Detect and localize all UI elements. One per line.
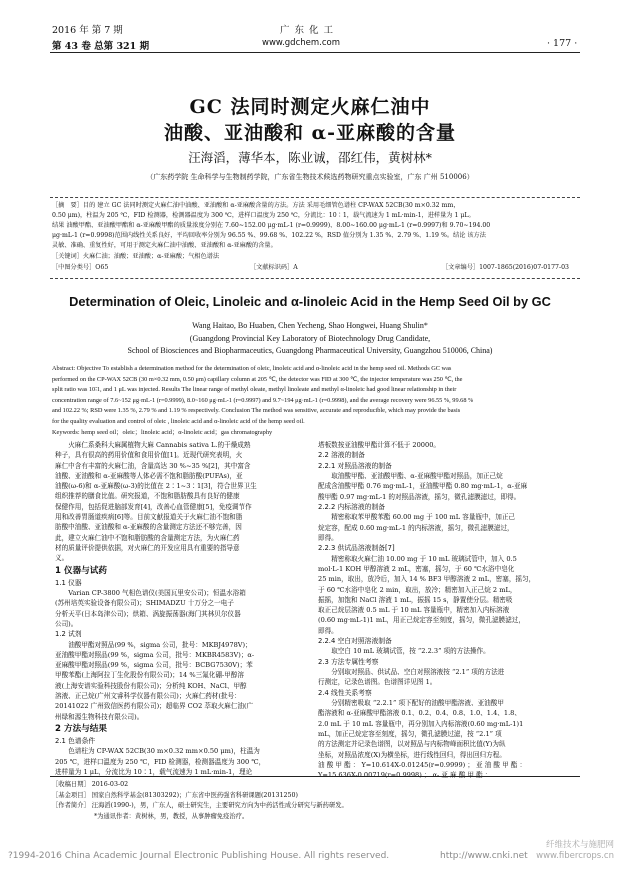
linearity-line: 坐标，对照品浓度(X)为横坐标，进行线性回归，得出回归方程。: [318, 750, 506, 759]
standard-solution-line: 酸甲酯 0.97 mg·mL-1 的对照品溶液，摇匀，微孔滤膜滤过，即得。: [318, 492, 521, 501]
copyright-notice: ?1994-2016 China Academic Journal Electronic Publishing House. All rights reserved.: [8, 851, 390, 861]
instrument-line: (苏州培英实验设备有限公司)；SHIMADZU 十万分之一电子: [55, 599, 234, 608]
intro-line: 麻仁中含有丰富的火麻仁油，含量高达 30 %~35 %[2]，其中富含: [55, 461, 251, 470]
reagent-line: 溶液、正己烷(广州文睿科学仪器有限公司)；火麻仁药材(批号：: [55, 692, 241, 701]
reagent-line: 州绿和源生物科技有限公司)。: [55, 712, 144, 721]
subsection-heading-2-2-2: 2.2.2 内标溶液的制备: [318, 503, 386, 511]
internal-standard-line: 烷定容，配成 0.60 mg·mL-1 的内标溶液，摇匀，微孔滤膜滤过，: [318, 523, 514, 532]
affiliation-en-1: (Guangdong Provincial Key Laboratory of Biotechnology Drug Candidate,: [189, 334, 431, 343]
abstract-en-line-2: performed on the CP-WAX 52CB (30 m×0.32 mm, 0.50 μm) capillary column at 205 ℃, the detector was FID at 300 ℃, the injector temperature was 250 ℃, the: [52, 375, 463, 383]
sample-solution-line: 25 min，取出，放冷后，加入 14 % BF3 甲醇溶液 2 mL，密塞，摇匀，: [318, 575, 536, 584]
abstract-cn-line-2: 0.50 μm)，柱温为 205 ℃，FID 检测器，检测器温度为 300 ℃，进样口温度为 250 ℃，分流比：10∶1，载气流速为 1 mL·min-1，进样量为 1 μL。: [52, 212, 475, 219]
regression-line: 油 酸 甲 酯 ： Y=10.614X-0.01245(r=0.9999) ； 亚 油 酸 甲 酯 ：: [318, 760, 527, 769]
abstract-en-line-1: Abstract: Objective To establish a determination method for the determination of oleic, linoleic acid and α-linoleic acid in the hemp seed oil. Methods GC was: [52, 365, 452, 372]
intro-line: 保健作用，包括促进脑部发育[4]，改善心血管健康[5]，免疫调节作: [55, 502, 252, 511]
regression-line: Y=15.636X-0.00719(r=0.9998) ； α- 亚 麻 酸 甲 酯 ：: [318, 771, 492, 780]
abstract-en-line-5: and 102.22 %; RSD were 1.35 %, 2.79 % and 1.19 % respectively. Conclusion The method was sensitive, accurate and reproducible, which may provide the basis: [52, 407, 461, 415]
footnote-rule: [50, 776, 580, 777]
internal-standard-line: 即得。: [318, 534, 338, 542]
intro-line: 种子，具有很高的药用价值和食用价值[1]。近现代研究表明，火: [55, 451, 243, 460]
reagent-line: 甲酸苯酯(上海阿拉丁生化股份有限公司)；14 %三氟化硼-甲醇溶: [55, 671, 244, 680]
linearity-line: mL，加正己烷定容至刻度，摇匀，微孔滤膜过滤，按 “2.1” 项: [318, 730, 502, 739]
sample-solution-line: 精密称取火麻仁油 10.00 mg 于 10 mL 玻璃试管中，加入 0.5: [331, 554, 517, 563]
volume-issue: 第 43 卷 总第 321 期: [52, 41, 150, 52]
conditions-line: 205 ℃，进样口温度为 250 ℃，FID 检测器，检测器温度为 300 ℃，: [55, 757, 266, 766]
title-en: Determination of Oleic, Linoleic and α-linoleic Acid in the Hemp Seed Oil by GC: [69, 294, 551, 309]
article-id: ［文章编号］1007-1865(2016)07-0177-03: [442, 264, 569, 271]
left-column: [55, 440, 307, 777]
title-line-2: 油酸、亚油酸和 α-亚麻酸的含量: [163, 122, 457, 144]
corresponding-author: *为通讯作者：黄树林，男，教授，从事肿瘤免疫治疗。: [94, 812, 249, 820]
keywords-en: Keywords: hemp seed oil；oleic；linoleic acid；α-linoleic acid；gas chromatography: [52, 428, 273, 436]
page-number: · 177 ·: [547, 38, 578, 49]
specificity-line: 行测定，记录色谱图。色谱图详见图 1。: [318, 678, 437, 687]
authors-cn: 汪海滔，薄华本，陈业诚，邵红伟，黄树林*: [188, 150, 432, 165]
right-column: [318, 440, 580, 781]
linearity-line: 分别精密吸取 “2.2.1” 项下配好的油酸甲酯溶液、亚油酸甲: [331, 699, 504, 708]
conditions-line: 塔板数按亚油酸甲酯计算不低于 20000。: [318, 441, 440, 449]
abstract-en: [52, 364, 578, 438]
subsection-heading-1-1: 1.1 仪器: [55, 578, 82, 587]
instrument-line: Varian CP-3800 气相色谱仪(美国瓦里安公司)；恒温水浴箱: [68, 588, 246, 597]
footnotes: [52, 780, 348, 822]
fund-project: ［基金项目］ 国家自然科学基金(81303292)；广东省中医药强省科研课题(20131250): [52, 791, 298, 799]
subsection-heading-2-1: 2.1 色谱条件: [55, 736, 96, 745]
reagent-line: 亚麻酸甲酯对照品(99 %，sigma 公司，批号：BCBG7530V)；苯: [55, 661, 253, 670]
reagent-line: 液(上海安谱实验科技股份有限公司)；分析纯 KOH、NaCl、甲醇: [55, 681, 247, 690]
sample-solution-line: mol·L-1 KOH 甲醇溶液 2 mL，密塞，摇匀，于 60 ℃水浴中皂化: [318, 565, 515, 573]
linearity-line: 的方法测定并记录色谱图，以对照品与内标物峰面积比值(Y)为纵: [318, 740, 506, 749]
standard-solution-line: 取油酸甲酯、亚油酸甲酯、α-亚麻酸甲酯对照品，加正己烷: [331, 472, 503, 481]
intro-line: 材的质量评价提供依据，对火麻仁的开发应用具有重要的指导意: [55, 543, 240, 552]
intro-line: 此，建立火麻仁油中不饱和脂肪酸的含量测定方法，为火麻仁药: [55, 533, 240, 542]
abstract-cn-line-1: ［摘 要］目的 建立 GC 法同时测定火麻仁油中油酸、亚油酸和 α-亚麻酸含量的方法。方法 采用毛细管色谱柱 CP-WAX 52CB(30 m×0.32 mm，: [52, 202, 460, 209]
intro-line: 油酸、亚油酸和 α-亚麻酸等人体必需不饱和脂肪酸(PUFAs)，亚: [55, 471, 243, 480]
abstract-cn-line-5: 灵敏、准确、重复性好，可用于测定火麻仁油中油酸、亚油酸和 α-亚麻酸的含量。: [52, 242, 277, 249]
intro-line: 火麻仁系桑科大麻属植物大麻 Cannabis sativa L.的干燥成熟: [68, 441, 251, 449]
title-line-1: GC 法同时测定火麻仁油中: [189, 96, 431, 118]
document-code: ［文献标识码］A: [250, 264, 298, 271]
site-watermark: 纤维技术与施肥网 www.fibercrops.cn: [536, 840, 614, 861]
received-date: ［收稿日期］ 2016-03-02: [52, 781, 129, 788]
sample-solution-line: 取正己烷层溶液 0.5 mL 于 10 mL 容量瓶中，精密加入内标溶液: [318, 606, 510, 615]
specificity-line: 分别取对照品、供试品、空白对照溶液按 “2.1” 项的方法进: [331, 668, 505, 677]
abstract-en-line-3: split ratio was 10∶1, and 1 μL was injected. Results The linear range of methyl oleate, methyl linoleate and methyl α-linoleic had good linear relationship in their: [52, 386, 457, 394]
issue-year-number: 2016 年 第 7 期: [52, 25, 123, 36]
sample-solution-line: 即得。: [318, 626, 338, 635]
affiliation-cn: （广东药学院 生命科学与生物制药学院，广东省生物技术候选药物研究重点实验室，广东 广州 510006）: [146, 173, 474, 181]
subsection-heading-1-2: 1.2 试剂: [55, 630, 82, 639]
abstract-cn-box: [50, 197, 580, 279]
journal-website: www.gdchem.com: [262, 38, 340, 48]
journal-name: 广 东 化 工: [280, 25, 335, 36]
intro-line: 义。: [55, 554, 69, 563]
abstract-cn-line-3: 结果 油酸甲酯、亚油酸甲酯和 α-亚麻酸甲酯的质量浓度分别在 7.60~152.00 μg·mL-1 (r=0.9999)、8.00~160.00 μg·mL-1 (r=0.9997)和 9.70~194.00: [52, 222, 491, 229]
subsection-heading-2-2: 2.2 溶液的制备: [318, 451, 365, 460]
internal-standard-line: 精密称取苯甲酸苯酯 60.00 mg 于 100 mL 容量瓶中，加正己: [331, 513, 516, 522]
subsection-heading-2-2-3: 2.2.3 供试品溶液制备[7]: [318, 544, 395, 553]
abstract-en-line-4: concentration range of 7.6~152 μg·mL-1 (r=0.9999), 8.0~160 μg·mL-1 (r=0.9997) and 9.7~194 μg·mL-1 (r=0.9998), and the average recovery were 96.55 %, 99.68 %: [52, 396, 474, 404]
linearity-line: 酯溶液和 α-亚麻酸甲酯溶液 0.1、0.2、0.4、0.8、1.0、1.4、1.8、: [318, 709, 521, 718]
subsection-heading-2-2-1: 2.2.1 对照品溶液的制备: [318, 461, 392, 470]
linearity-line: 2.0 mL 于 10 mL 容量瓶中，再分别加入内标溶液(0.60 mg·mL-1)1: [318, 719, 524, 728]
intro-line: 用和改善胃肠道疾病[6]等。目前文献报道关于火麻仁油不饱和脂: [55, 513, 243, 522]
intro-line: 肪酸中油酸、亚油酸和 α-亚麻酸的含量测定方法还不够完善，因: [55, 523, 242, 532]
subsection-heading-2-2-4: 2.2.4 空白对照溶液制备: [318, 637, 392, 646]
section-heading-1: 1 仪器与试药: [55, 565, 107, 576]
abstract-en-line-6: for the quality evaluation and control of oleic , linoleic acid and α-linoleic acid of the hemp seed oil.: [52, 417, 305, 425]
author-bio: ［作者简介］ 汪海滔(1990-)，男，广东人，硕士研究生，主要研究方向为中药活性成分研究与新药研发。: [52, 802, 348, 809]
standard-solution-line: 配成含油酸甲酯 0.76 mg·mL-1，亚油酸甲酯 0.80 mg·mL-1，α-亚麻: [318, 482, 528, 491]
authors-en: Wang Haitao, Bo Huaben, Chen Yecheng, Shao Hongwei, Huang Shulin*: [192, 321, 428, 330]
intro-line: 油酸(ω-6)和 α-亚麻酸(ω-3)的比值在 2∶1~3∶1[3]，符合世界卫生: [55, 482, 257, 491]
section-heading-2: 2 方法与结果: [55, 723, 107, 734]
reagent-line: 亚油酸甲酯对照品(99 %，sigma 公司，批号：MKBR4583V)；α-: [55, 650, 255, 659]
reagent-line: 20141022 广州致信医药有限公司)；超临界 CO2 萃取火麻仁油(广: [55, 702, 254, 711]
subsection-heading-2-3: 2.3 方法专属性考察: [318, 657, 379, 666]
sample-solution-line: 振摇，加饱和 NaCl 溶液 1 mL，振摇 15 s，静置使分层。精密吸: [318, 595, 513, 604]
abstract-cn-line-4: μg·mL-1 (r=0.9998)范围内线性关系良好，平均回收率分别为 96.55 %、99.68 %、102.22 %，RSD 值分别为 1.35 %、2.79 %、1.19 %。结论 该方法: [52, 232, 486, 239]
keywords-cn: ［关键词］火麻仁油；油酸；亚油酸；α-亚麻酸；气相色谱法: [52, 253, 220, 260]
subsection-heading-2-4: 2.4 线性关系考察: [318, 688, 372, 697]
instrument-line: 公司)。: [55, 619, 78, 628]
blank-solution-line: 取空白 10 mL 玻璃试管，按 “2.2.3” 项的方法操作。: [331, 647, 490, 656]
conditions-line: 色谱柱为 CP-WAX 52CB(30 m×0.32 mm×0.50 μm)，柱温为: [68, 747, 260, 756]
instrument-line: 分析天平(日本岛津公司)；烘箱、涡旋振荡器(海门其林贝尔仪器: [55, 609, 241, 618]
sample-solution-line: (0.60 mg·mL-1)1 mL，用正己烷定容至刻度，摇匀，微孔滤膜滤过，: [318, 616, 525, 625]
reagent-line: 油酸甲酯对照品(99 %，sigma 公司，批号：MKBJ4978V)；: [68, 640, 252, 649]
clc-number: ［中图分类号］O65: [52, 264, 109, 271]
header-rule: [50, 52, 580, 53]
cnki-url: http://www.cnki.net: [440, 851, 528, 861]
intro-line: 组织推荐的膳食比值。研究报道，不饱和脂肪酸具有良好的健康: [55, 492, 240, 501]
conditions-line: 进样量为 1 μL，分流比为 10∶1，载气流速为 1 mL·min-1，理论: [55, 767, 253, 776]
affiliation-en-2: School of Biosciences and Biopharmaceutics, Guangdong Pharmaceutical University, Guangzhou 510006, China): [127, 346, 493, 355]
sample-solution-line: 于 60 ℃水浴中皂化 2 min，取出，放冷；精密加入正己烷 2 mL，: [318, 585, 517, 594]
